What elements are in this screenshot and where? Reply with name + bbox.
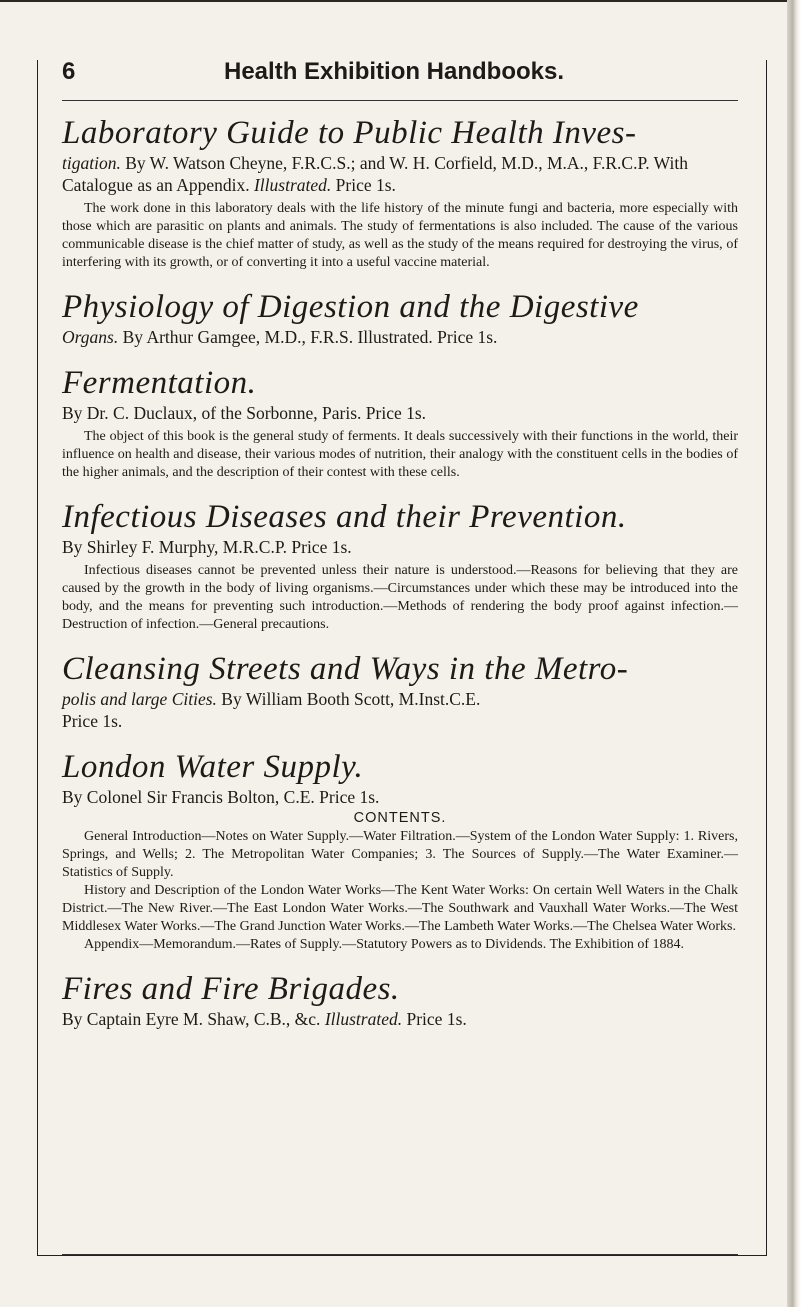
book-description: The work done in this laboratory deals with the life history of the minute fungi and bacteria, more especially with those which are parasitic on plants and animals. The study of fermentations is also included. The cause of the various communicable disease is the chief matter of study, as well as the study of the means required for destroying the virus, of interfering with its growth, or of converting it into a useful vaccine material. [62,201,738,270]
contents-section: General Introduction—Notes on Water Supply.—Water Filtration.—System of the London Water Supply: 1. Rivers, Springs, and Wells; 2. The Metropolitan Water Companies; 3. The Sources of Supply.—The Water Examiner.—Statistics of Supply. [62,829,738,880]
book-title-continuation: polis and large Cities. [62,689,217,709]
book-title: London Water Supply. [62,749,364,785]
contents-list [62,828,738,954]
book-title: Physiology of Digestion and the Digestive [62,289,639,325]
book-authors: By Arthur Gamgee, M.D., F.R.S. Illustrated. Price 1s. [122,327,498,347]
book-byline [62,326,738,348]
page-number: 6 [62,58,76,85]
book-authors: By W. Watson Cheyne, F.R.C.S.; and W. H. Corfield, M.D., M.A., F.R.C.P. With Catalogue as an Appendix. [62,153,688,195]
footer-rule [62,1254,738,1255]
book-title-continuation: tigation. [62,153,121,173]
book-description: The object of this book is the general study of ferments. It deals successively with their functions in the world, their influence on health and disease, their various modes of nutrition, their analogy with the constituent cells in the bodies of the higher animals, and the description of their contest with these cells. [62,429,738,480]
book-authors: By Captain Eyre M. Shaw, C.B., &c. [62,1009,321,1029]
contents-heading: CONTENTS. [353,810,447,826]
book-authors: By William Booth Scott, M.Inst.C.E. [221,689,481,709]
book-title: Cleansing Streets and Ways in the Metro- [62,651,629,687]
book-entry [62,650,738,732]
book-title-continuation: Organs. [62,327,119,347]
book-entry [62,748,738,954]
book-price: Price 1s. [406,1009,467,1029]
book-byline: By Shirley F. Murphy, M.R.C.P. Price 1s. [62,537,352,557]
contents-section: History and Description of the London Water Works—The Kent Water Works: On certain Well Waters in the Chalk District.—The New River.—The East London Water Works.—The Southwark and Vauxhall Water Works.—The West Middlesex Water Works.—The Grand Junction Water Works.—The Lambeth Water Works.—The Chelsea Water Works. [62,883,738,934]
book-price: Price 1s. [335,175,396,195]
book-entry [62,114,738,272]
book-title: Laboratory Guide to Public Health Inves- [62,115,637,151]
book-entry [62,970,738,1030]
catalogue-listing [62,110,738,1030]
book-byline [62,152,738,196]
book-entry [62,288,738,348]
running-title: Health Exhibition Handbooks. [224,58,565,85]
book-byline: By Dr. C. Duclaux, of the Sorbonne, Paris. Price 1s. [62,403,427,423]
book-entry [62,498,738,634]
contents-section: Appendix—Memorandum.—Rates of Supply.—Statutory Powers as to Dividends. The Exhibition of 1884. [84,937,685,952]
book-byline: By Colonel Sir Francis Bolton, C.E. Price 1s. [62,787,380,807]
page-header [62,56,742,92]
illustrated-note: Illustrated. [253,175,332,195]
book-title: Infectious Diseases and their Prevention. [62,499,627,535]
book-entry [62,364,738,482]
book-title: Fires and Fire Brigades. [62,971,400,1007]
book-title: Fermentation. [62,365,257,401]
page-top-edge [0,0,801,2]
page-edge [787,0,801,1307]
header-rule [62,100,738,101]
book-price: Price 1s. [62,711,123,731]
book-byline [62,688,738,732]
illustrated-note: Illustrated. [324,1009,403,1029]
book-description: Infectious diseases cannot be prevented unless their nature is understood.—Reasons for believing that they are caused by the growth in the body of living organisms.—Circumstances under which these may be introduced into the body, and the means for preventing such introduction.—Methods of rendering the body proof against infection.—Destruction of infection.—General precautions. [62,563,738,632]
book-byline [62,1008,738,1030]
